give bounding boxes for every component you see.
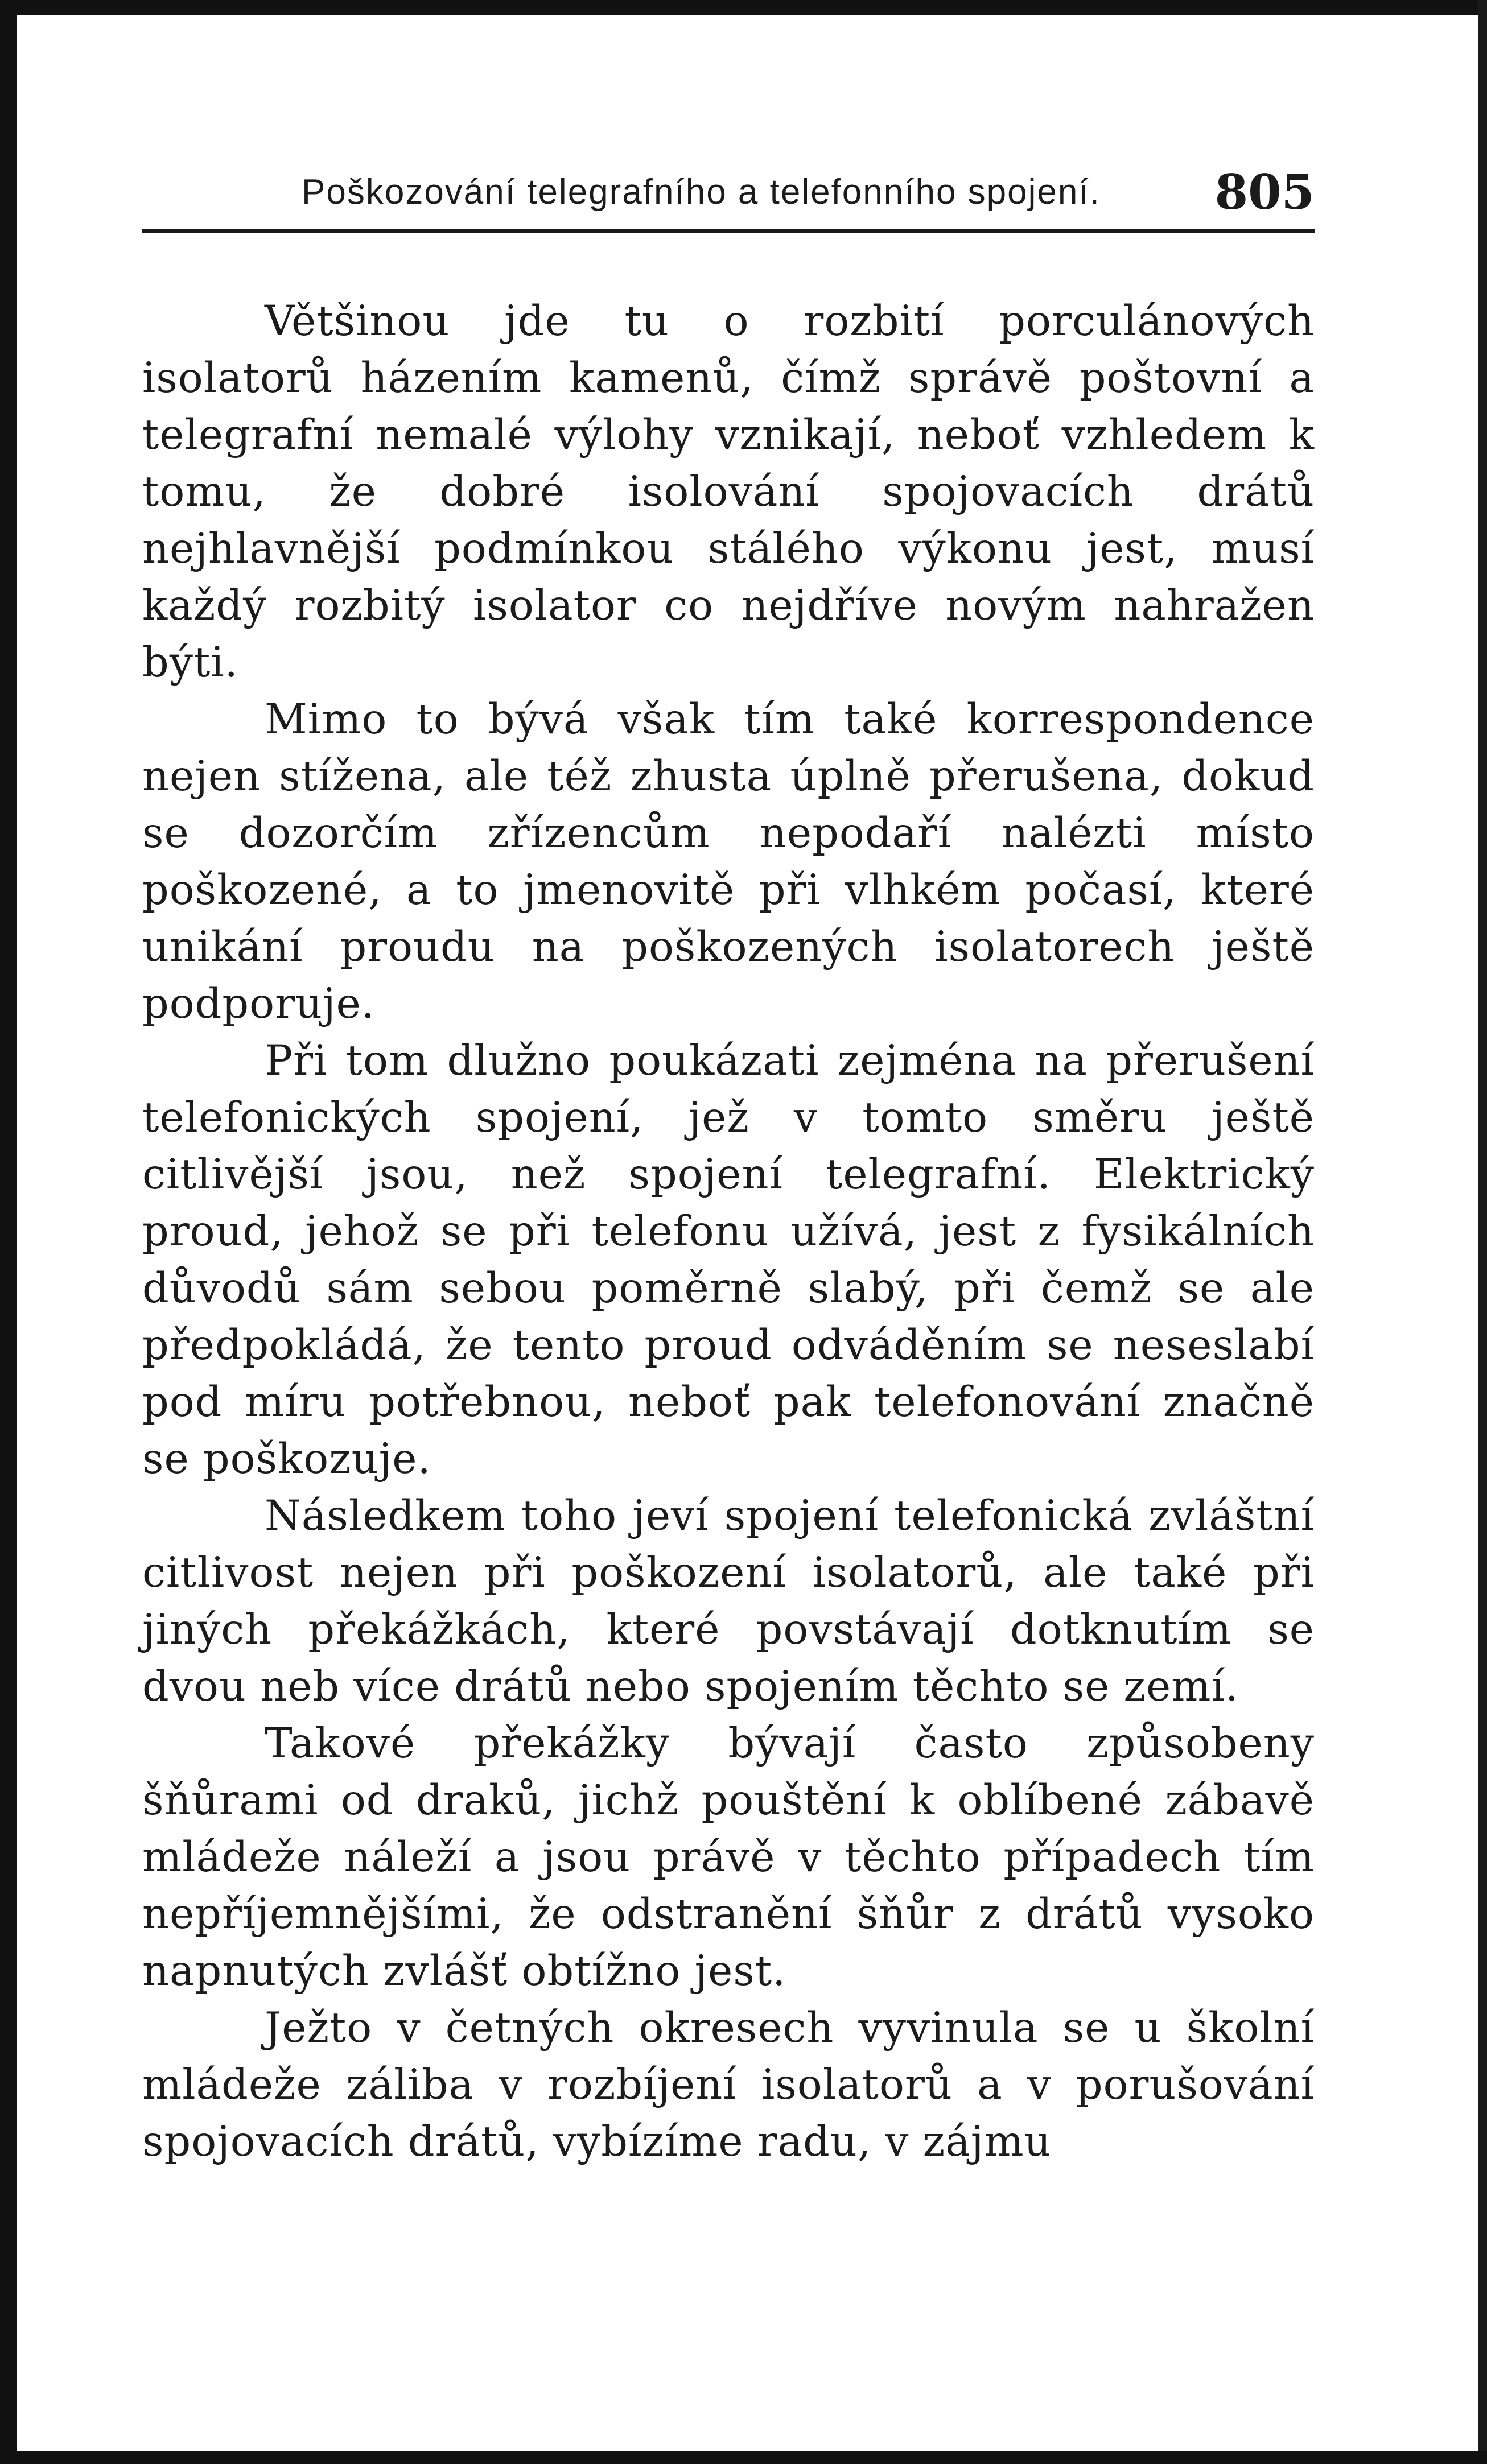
running-title: Poškozování telegrafního a telefonního spojení. (302, 172, 1101, 212)
scan-border-right (1478, 0, 1487, 2464)
paragraph-6: Ježto v četných okresech vyvinula se u školní mládeže záliba v rozbíjení isolatorů a v porušování spojovacích drátů, vybízíme radu, v zájmu (142, 2004, 1315, 2166)
paragraph-3: Při tom dlužno poukázati zejména na přerušení telefonických spojení, jež v tomto směru ještě citlivější jsou, než spojení telegrafní. Elektrický proud, jehož se při telefonu užívá, jest z fysikálních důvodů sám sebou poměrně slabý, při čemž se ale předpokládá, že tento proud odváděním se neseslabí pod míru potřebnou, neboť pak telefonování značně se poškozuje. (142, 1037, 1315, 1483)
paragraph-5: Takové překážky bývají často způsobeny šňůrami od draků, jichž pouštění k oblíbené zábavě mládeže náleží a jsou právě v těchto případech tím nepříjemnějšími, že odstranění šňůr z drátů vysoko napnutých zvlášť obtížno jest. (142, 1719, 1315, 1995)
paragraph-1: Většinou jde tu o rozbití porculánových isolatorů házením kamenů, čímž správě poštovní a telegrafní nemalé výlohy vznikají, neboť vzhledem k tomu, že dobré isolování spojovacích drátů nejhlavnější podmínkou stálého výkonu jest, musí každý rozbitý isolator co nejdříve novým nahražen býti. (142, 297, 1315, 687)
page-number: 805 (1214, 164, 1315, 220)
paragraph-2: Mimo to bývá však tím také korrespondence nejen stížena, ale též zhusta úplně přerušena, dokud se dozorčím zřízencům nepodaří nalézti místo poškozené, a to jmenovitě při vlhkém počasí, které unikání proudu na poškozených isolatorech ještě podporuje. (142, 695, 1315, 1028)
scan-border-left (0, 0, 17, 2464)
book-page (142, 0, 1315, 2464)
body-text (142, 293, 1315, 2170)
running-head (142, 164, 1315, 226)
header-rule (142, 229, 1315, 233)
paragraph-4: Následkem toho jeví spojení telefonická zvláštní citlivost nejen při poškození isolatorů, ale také při jiných překážkách, které povstávají dotknutím se dvou neb více drátů nebo spojením těchto se zemí. (142, 1492, 1315, 1711)
